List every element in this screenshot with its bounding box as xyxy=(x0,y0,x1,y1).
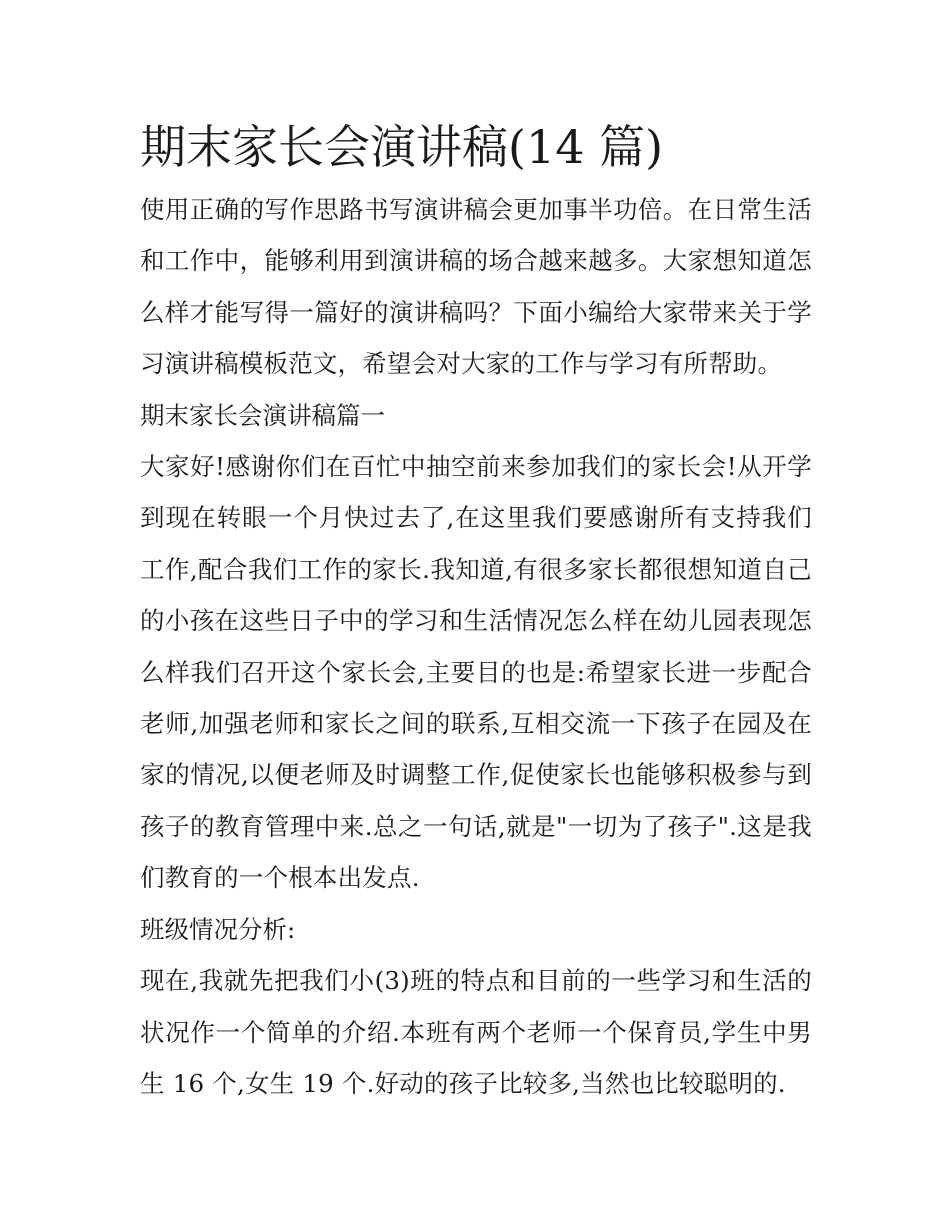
intro-paragraph: 使用正确的写作思路书写演讲稿会更加事半功倍。在日常生活和工作中，能够利用到演讲稿的场合越来越多。大家想知道怎么样才能写得一篇好的演讲稿吗？下面小编给大家带来关于学习演讲稿模板范文，希望会对大家的工作与学习有所帮助。 xyxy=(140,195,812,379)
class-paragraph: 现在,我就先把我们小(3)班的特点和目前的一些学习和生活的状况作一个简单的介绍.本班有两个老师一个保育员,学生中男生 16 个,女生 19 个.好动的孩子比较多,当然也比较聪明的. xyxy=(140,966,812,1098)
document-page xyxy=(140,112,812,1109)
body-paragraph: 大家好!感谢你们在百忙中抽空前来参加我们的家长会!从开学到现在转眼一个月快过去了,在这里我们要感谢所有支持我们工作,配合我们工作的家长.我知道,有很多家长都很想知道自己的小孩在这些日子中的学习和生活情况怎么样在幼儿园表现怎么样我们召开这个家长会,主要目的也是:希望家长进一步配合老师,加强老师和家长之间的联系,互相交流一下孩子在园及在家的情况,以便老师及时调整工作,促使家长也能够积极参与到孩子的教育管理中来.总之一句话,就是"一切为了孩子".这是我们教育的一个根本出发点. xyxy=(140,452,812,893)
class-analysis-heading: 班级情况分析: xyxy=(140,914,296,944)
section-heading: 期末家长会演讲稿篇一 xyxy=(140,400,385,430)
document-title: 期末家长会演讲稿(14 篇) xyxy=(140,120,664,174)
